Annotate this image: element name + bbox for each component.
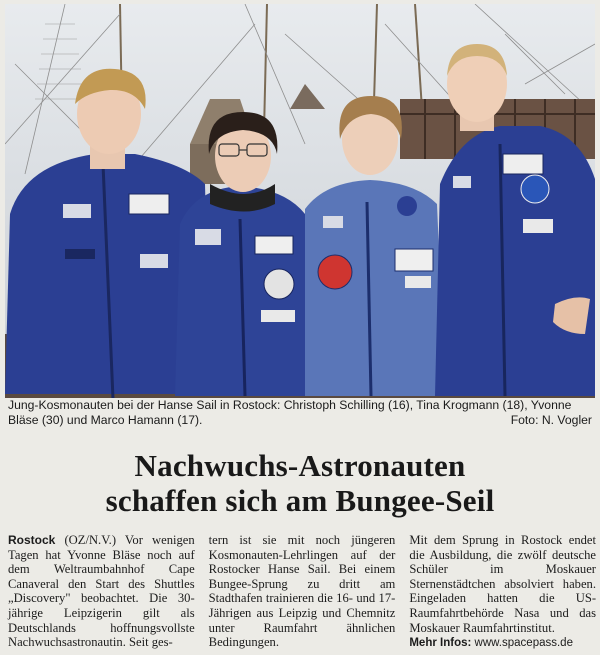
photo-caption — [8, 398, 592, 427]
article-body — [8, 533, 596, 651]
column-3-text: Mit dem Sprung in Rostock endet die Ausbildung, die zwölf deutsche Schüler im Moskauer Sternenstädtchen absolviert haben. Eingeladen hatten die US-Raumfahrtbehörde Nasa und das Moskauer Raumfahrtinstitut. — [409, 533, 597, 635]
caption-text: Jung-Kosmonauten bei der Hanse Sail in Rostock: Christoph Schilling (16), Tina Krogmann (18), Yvonne Bläse (30) und Marco Hamann (17). — [8, 398, 572, 427]
more-info-url[interactable]: www.spacepass.de — [474, 637, 573, 650]
column-1 — [8, 533, 195, 651]
more-info — [409, 636, 596, 651]
column-2 — [209, 533, 396, 651]
column-1-text: (OZ/N.V.) Vor wenigen Tagen hat Yvonne Bläse noch auf dem Weltraumbahnhof Cape Canaveral den Start des Shuttles „Discovery" beobachtet. Die 30-jährige Leipzigerin gilt als Deutschlands hoffnungsvollste Nachwuchsastronautin. Seit ges- — [8, 533, 195, 650]
headline — [0, 448, 600, 518]
news-photo — [5, 4, 595, 398]
column-3 — [409, 533, 596, 651]
headline-line-1: Nachwuchs-Astronauten — [134, 448, 466, 483]
headline-line-2: schaffen sich am Bungee-Seil — [105, 483, 495, 518]
column-2-text: tern ist sie mit noch jüngeren Kosmonauten-Lehrlingen auf der Rostocker Hanse Sail. Bei einem Bungee-Sprung zu dritt am Stadthafen trainieren die 16- und 17-Jährigen aus Leipzig und Chemnitz unter Raumfahrt ähnlichen Bedingungen. — [208, 533, 396, 650]
dateline: Rostock — [8, 533, 56, 547]
more-info-label: Mehr Infos: — [409, 637, 472, 650]
photo-credit: Foto: N. Vogler — [510, 412, 592, 427]
